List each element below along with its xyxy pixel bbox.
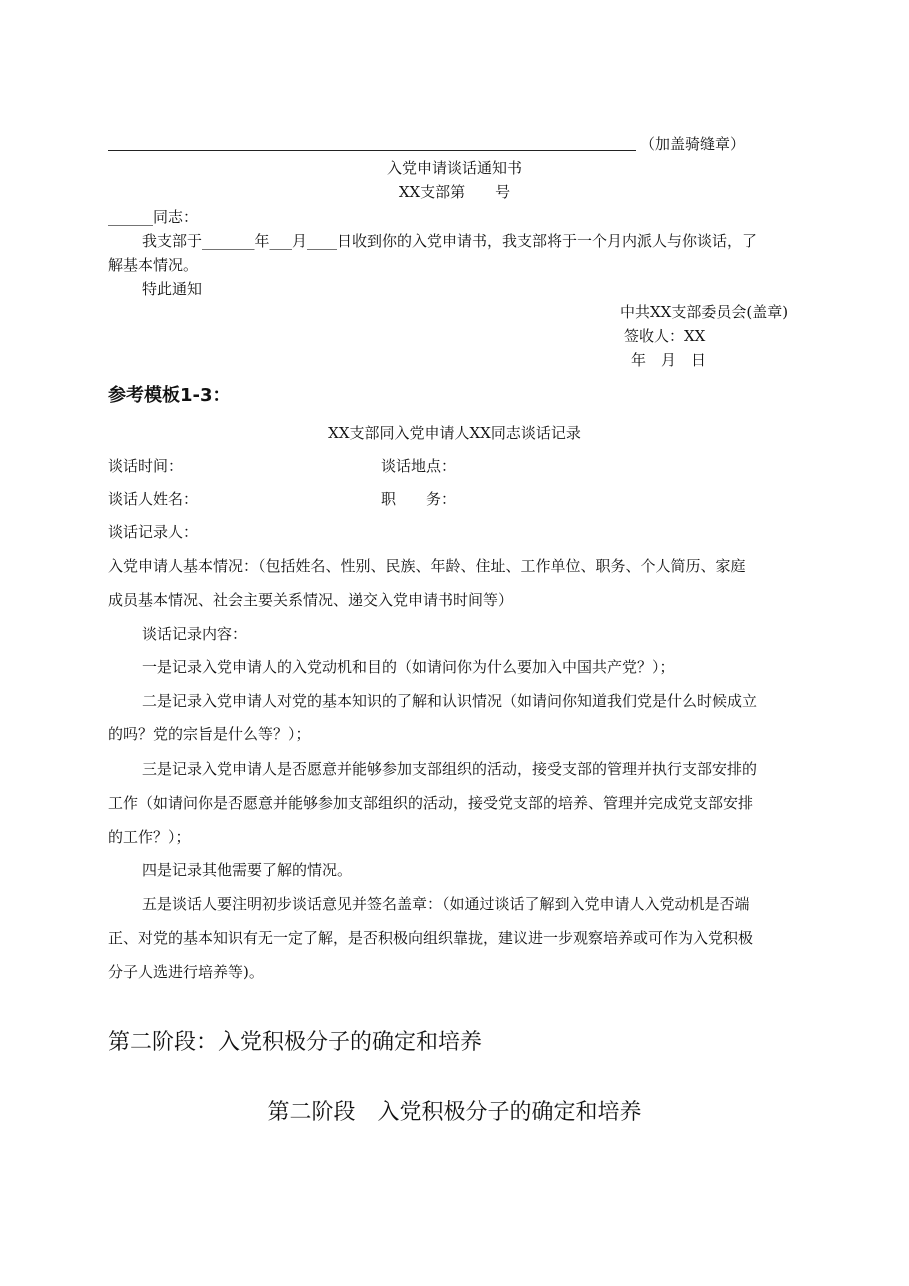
record-title: XX支部同入党申请人XX同志谈话记录 [328, 424, 581, 442]
content-label: 谈话记录内容： [142, 625, 248, 643]
record-item-3-line1: 三是记录入党申请人是否愿意并能够参加支部组织的活动，接受支部的管理并执行支部安排的 [142, 760, 758, 778]
record-item-4: 四是记录其他需要了解的情况。 [142, 861, 353, 879]
notice-number: XX支部第 号 [398, 183, 511, 201]
record-item-3-line2: 工作（如请问你是否愿意并能够参加支部组织的活动，接受党支部的培养、管理并完成党支部安排 [108, 794, 754, 812]
record-item-5-line1: 五是谈话人要注明初步谈话意见并签名盖章：（如通过谈话了解到入党申请人入党动机是否端 [142, 895, 750, 913]
stage-heading-center: 第二阶段 入党积极分子的确定和培养 [267, 1100, 642, 1125]
recorder-label: 谈话记录人： [108, 523, 199, 541]
seam-note: （加盖骑缝章） [640, 135, 746, 153]
notice-body-line1: 我支部于_______年___月____日收到你的入党申请书，我支部将于一个月内派人与你谈话，了 [142, 232, 758, 250]
talker-label: 谈话人姓名： [108, 490, 199, 508]
notice-salutation: ______同志： [108, 208, 199, 226]
record-item-3-line3: 的工作？）； [108, 828, 191, 846]
position-label: 职 务： [381, 490, 457, 508]
record-item-1: 一是记录入党申请人的入党动机和目的（如请问你为什么要加入中国共产党？）； [142, 658, 675, 676]
record-item-2-line2: 的吗？党的宗旨是什么等？）； [108, 725, 311, 743]
seam-line [108, 150, 636, 151]
applicant-info-line1: 入党申请人基本情况：（包括姓名、性别、民族、年龄、住址、工作单位、职务、个人简历、家庭 [108, 557, 746, 575]
notice-closing: 特此通知 [142, 280, 203, 298]
applicant-info-line2: 成员基本情况、社会主要关系情况、递交入党申请书时间等） [108, 591, 514, 609]
time-label: 谈话时间： [108, 457, 184, 475]
stage-heading-left: 第二阶段：入党积极分子的确定和培养 [108, 1030, 483, 1055]
notice-signer: 签收人：XX [624, 327, 706, 345]
record-item-5-line2: 正、对党的基本知识有无一定了解，是否积极向组织靠拢，建议进一步观察培养或可作为入党积极 [108, 929, 754, 947]
notice-issuer: 中共XX支部委员会(盖章) [620, 303, 789, 321]
notice-date: 年 月 日 [631, 351, 707, 369]
notice-title: 入党申请谈话通知书 [386, 159, 522, 177]
template-heading: 参考模板1-3： [108, 385, 231, 406]
record-item-5-line3: 分子人选进行培养等)。 [108, 963, 264, 981]
record-item-2-line1: 二是记录入党申请人对党的基本知识的了解和认识情况（如请问你知道我们党是什么时候成立 [142, 692, 758, 710]
notice-body-line2: 解基本情况。 [108, 256, 199, 274]
place-label: 谈话地点： [381, 457, 457, 475]
